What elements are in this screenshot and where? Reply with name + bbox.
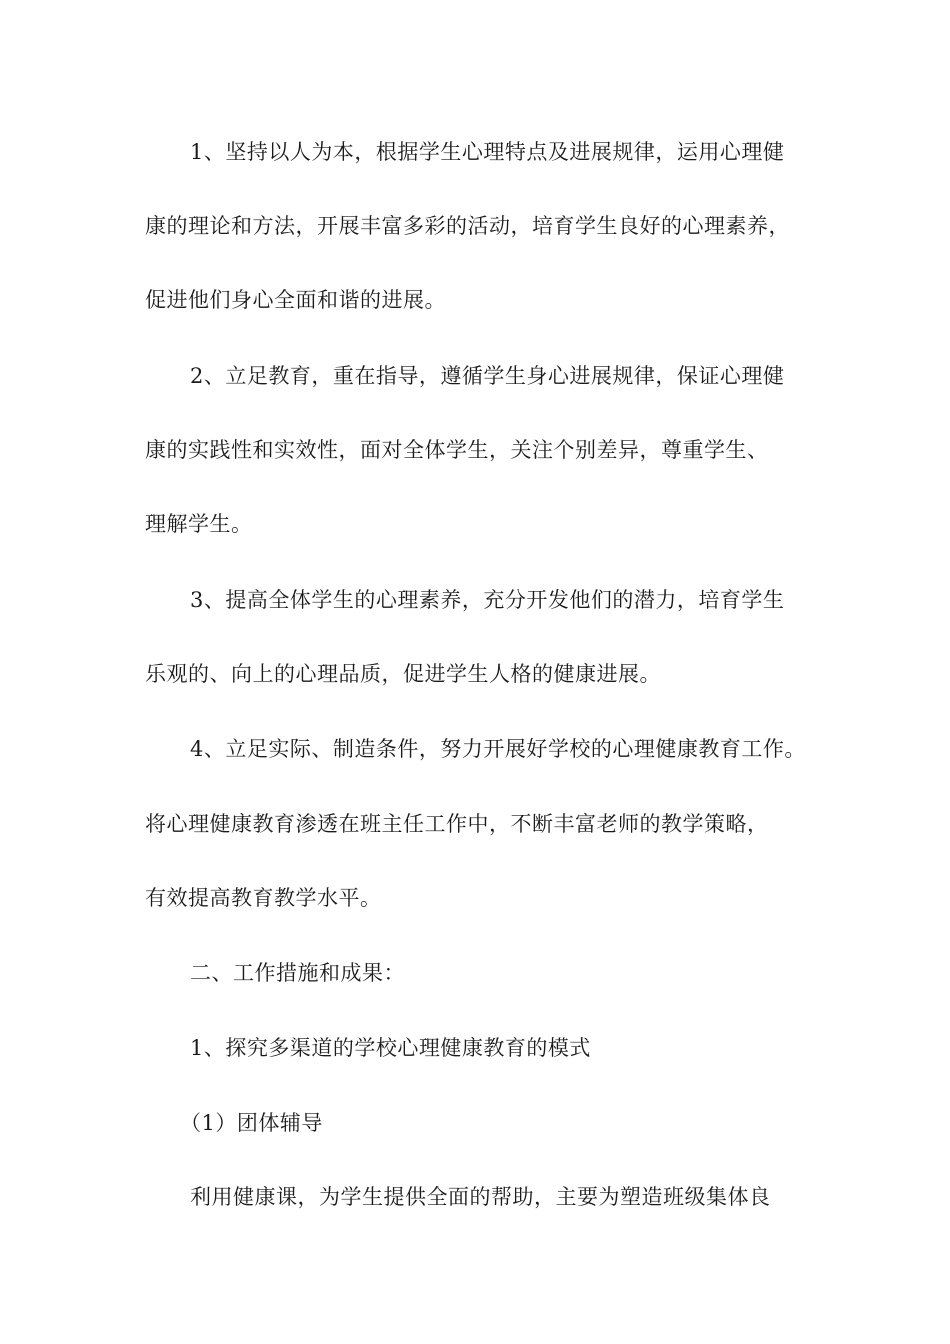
paragraph-2-line-1: 2、立足教育，重在指导，遵循学生身心进展规律，保证心理健 [190,364,785,388]
item-heading: （1）团体辅导 [180,1111,323,1135]
paragraph-1-line-1: 1、坚持以人为本，根据学生心理特点及进展规律，运用心理健 [190,140,785,164]
paragraph-2-line-3: 理解学生。 [145,512,253,536]
paragraph-3-line-1: 3、提高全体学生的心理素养，充分开发他们的潜力，培育学生 [190,588,785,612]
paragraph-4-line-1: 4、立足实际、制造条件，努力开展好学校的心理健康教育工作。 [190,737,806,761]
paragraph-4-line-3: 有效提高教育教学水平。 [145,886,382,910]
section-heading: 二、工作措施和成果： [190,961,405,985]
paragraph-3-line-2: 乐观的、向上的心理品质，促进学生人格的健康进展。 [145,662,661,686]
paragraph-4-line-2: 将心理健康教育渗透在班主任工作中，不断丰富老师的教学策略， [145,812,769,836]
paragraph-1-line-3: 促进他们身心全面和谐的进展。 [145,288,446,312]
subsection-heading: 1、探究多渠道的学校心理健康教育的模式 [190,1036,591,1060]
paragraph-1-line-2: 康的理论和方法，开展丰富多彩的活动，培育学生良好的心理素养， [145,214,790,238]
paragraph-2-line-2: 康的实践性和实效性，面对全体学生，关注个别差异，尊重学生、 [145,438,769,462]
paragraph-5-line-1: 利用健康课，为学生提供全面的帮助，主要为塑造班级集体良 [190,1185,771,1209]
